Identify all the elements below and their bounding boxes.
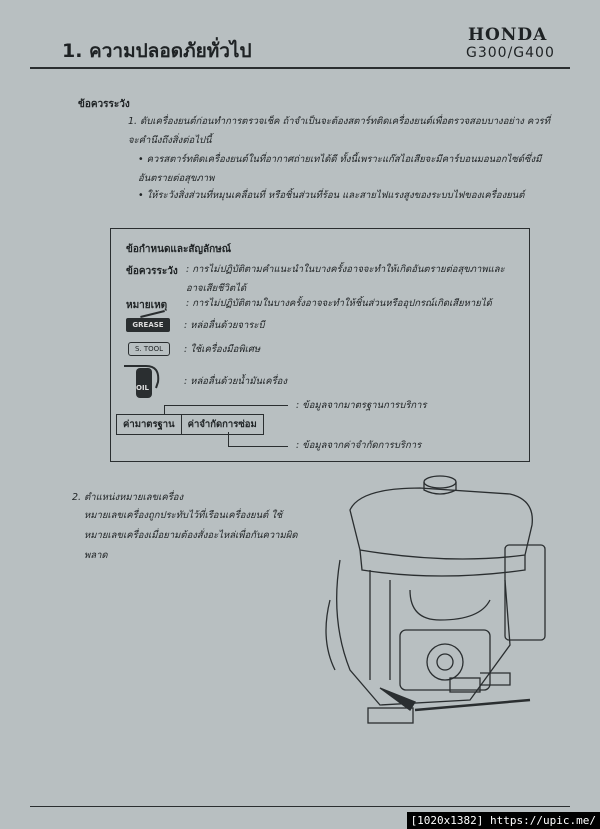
caution-text: : การไม่ปฏิบัติตามคำแนะนำในบางครั้งอาจจะทำให้เกิดอันตรายต่อสุขภาพและอาจเสียชีวิตได้ (186, 264, 505, 294)
symbols-heading: ข้อกำหนดและสัญลักษณ์ (126, 244, 232, 255)
section2-heading: 2. ตำแหน่งหมายเลขเครื่อง (72, 492, 184, 503)
section2-body: หมายเลขเครื่องถูกประทับไว้ที่เรือนเครื่องยนต์ ใช้หมายเลขเครื่องเมื่อยามต้องสั่งอะไหล่เพื่อกันความผิดพลาด (84, 510, 298, 561)
caution-label: ข้อควรระวัง (126, 266, 178, 277)
footer-rule (30, 806, 570, 807)
special-tool-icon: S. TOOL (128, 342, 170, 356)
standard-pointer-line (164, 405, 288, 406)
limit-pointer-line (228, 446, 288, 447)
caution-item-1: 1. ดับเครื่องยนต์ก่อนทำการตรวจเช็ค ถ้าจำเป็นจะต้องสตาร์ทติดเครื่องยนต์เพื่อตรวจสอบบางอย่าง ควรที่จะคำนึงถึงสิ่งต่อไปนี้ (128, 116, 551, 146)
repair-limit-label: ค่าจำกัดการซ่อม (187, 419, 257, 430)
caution-bullet: • ควรสตาร์ทติดเครื่องยนต์ในที่อากาศถ่ายเทได้ดี ทั้งนี้เพราะแก๊สไอเสียจะมีคาร์บอนมอนอกไซด์ซึ่งมีอันตรายต่อสุขภาพ (138, 154, 542, 184)
limit-pointer-arrow (228, 432, 229, 446)
oil-icon-label: OIL (136, 384, 150, 392)
oil-can-icon (124, 362, 164, 398)
standard-description: : ข้อมูลจากมาตรฐานการบริการ (296, 400, 427, 411)
header-rule (30, 67, 570, 69)
caution-heading: ข้อควรระวัง (78, 99, 130, 110)
model-label: G300/G400 (466, 45, 555, 61)
standard-value-label: ค่ามาตรฐาน (117, 415, 182, 434)
caution-bullet: • ให้ระวังสิ่งส่วนที่หมุนเคลื่อนที่ หรือชิ้นส่วนที่ร้อน และสายไฟแรงสูงของระบบไฟของเครื่องยนต์ (138, 190, 525, 201)
brand-logo: HONDA (468, 25, 548, 45)
page-title: 1. ความปลอดภัยทั่วไป (62, 40, 252, 62)
grease-icon: GREASE (126, 318, 170, 332)
engine-illustration (320, 470, 570, 750)
grease-text: : หล่อลื่นด้วยจาระบี (184, 320, 265, 331)
standard-limit-legend (116, 414, 264, 435)
limit-description: : ข้อมูลจากค่าจำกัดการบริการ (296, 440, 422, 451)
watermark: [1020x1382] https://upic.me/ (407, 812, 600, 829)
oil-text: : หล่อลื่นด้วยน้ำมันเครื่อง (184, 376, 288, 387)
note-label: หมายเหตุ (126, 300, 168, 311)
special-tool-text: : ใช้เครื่องมือพิเศษ (184, 344, 261, 355)
note-text: : การไม่ปฏิบัติตามในบางครั้งอาจจะทำให้ชิ้นส่วนหรืออุปกรณ์เกิดเสียหายได้ (186, 298, 492, 309)
